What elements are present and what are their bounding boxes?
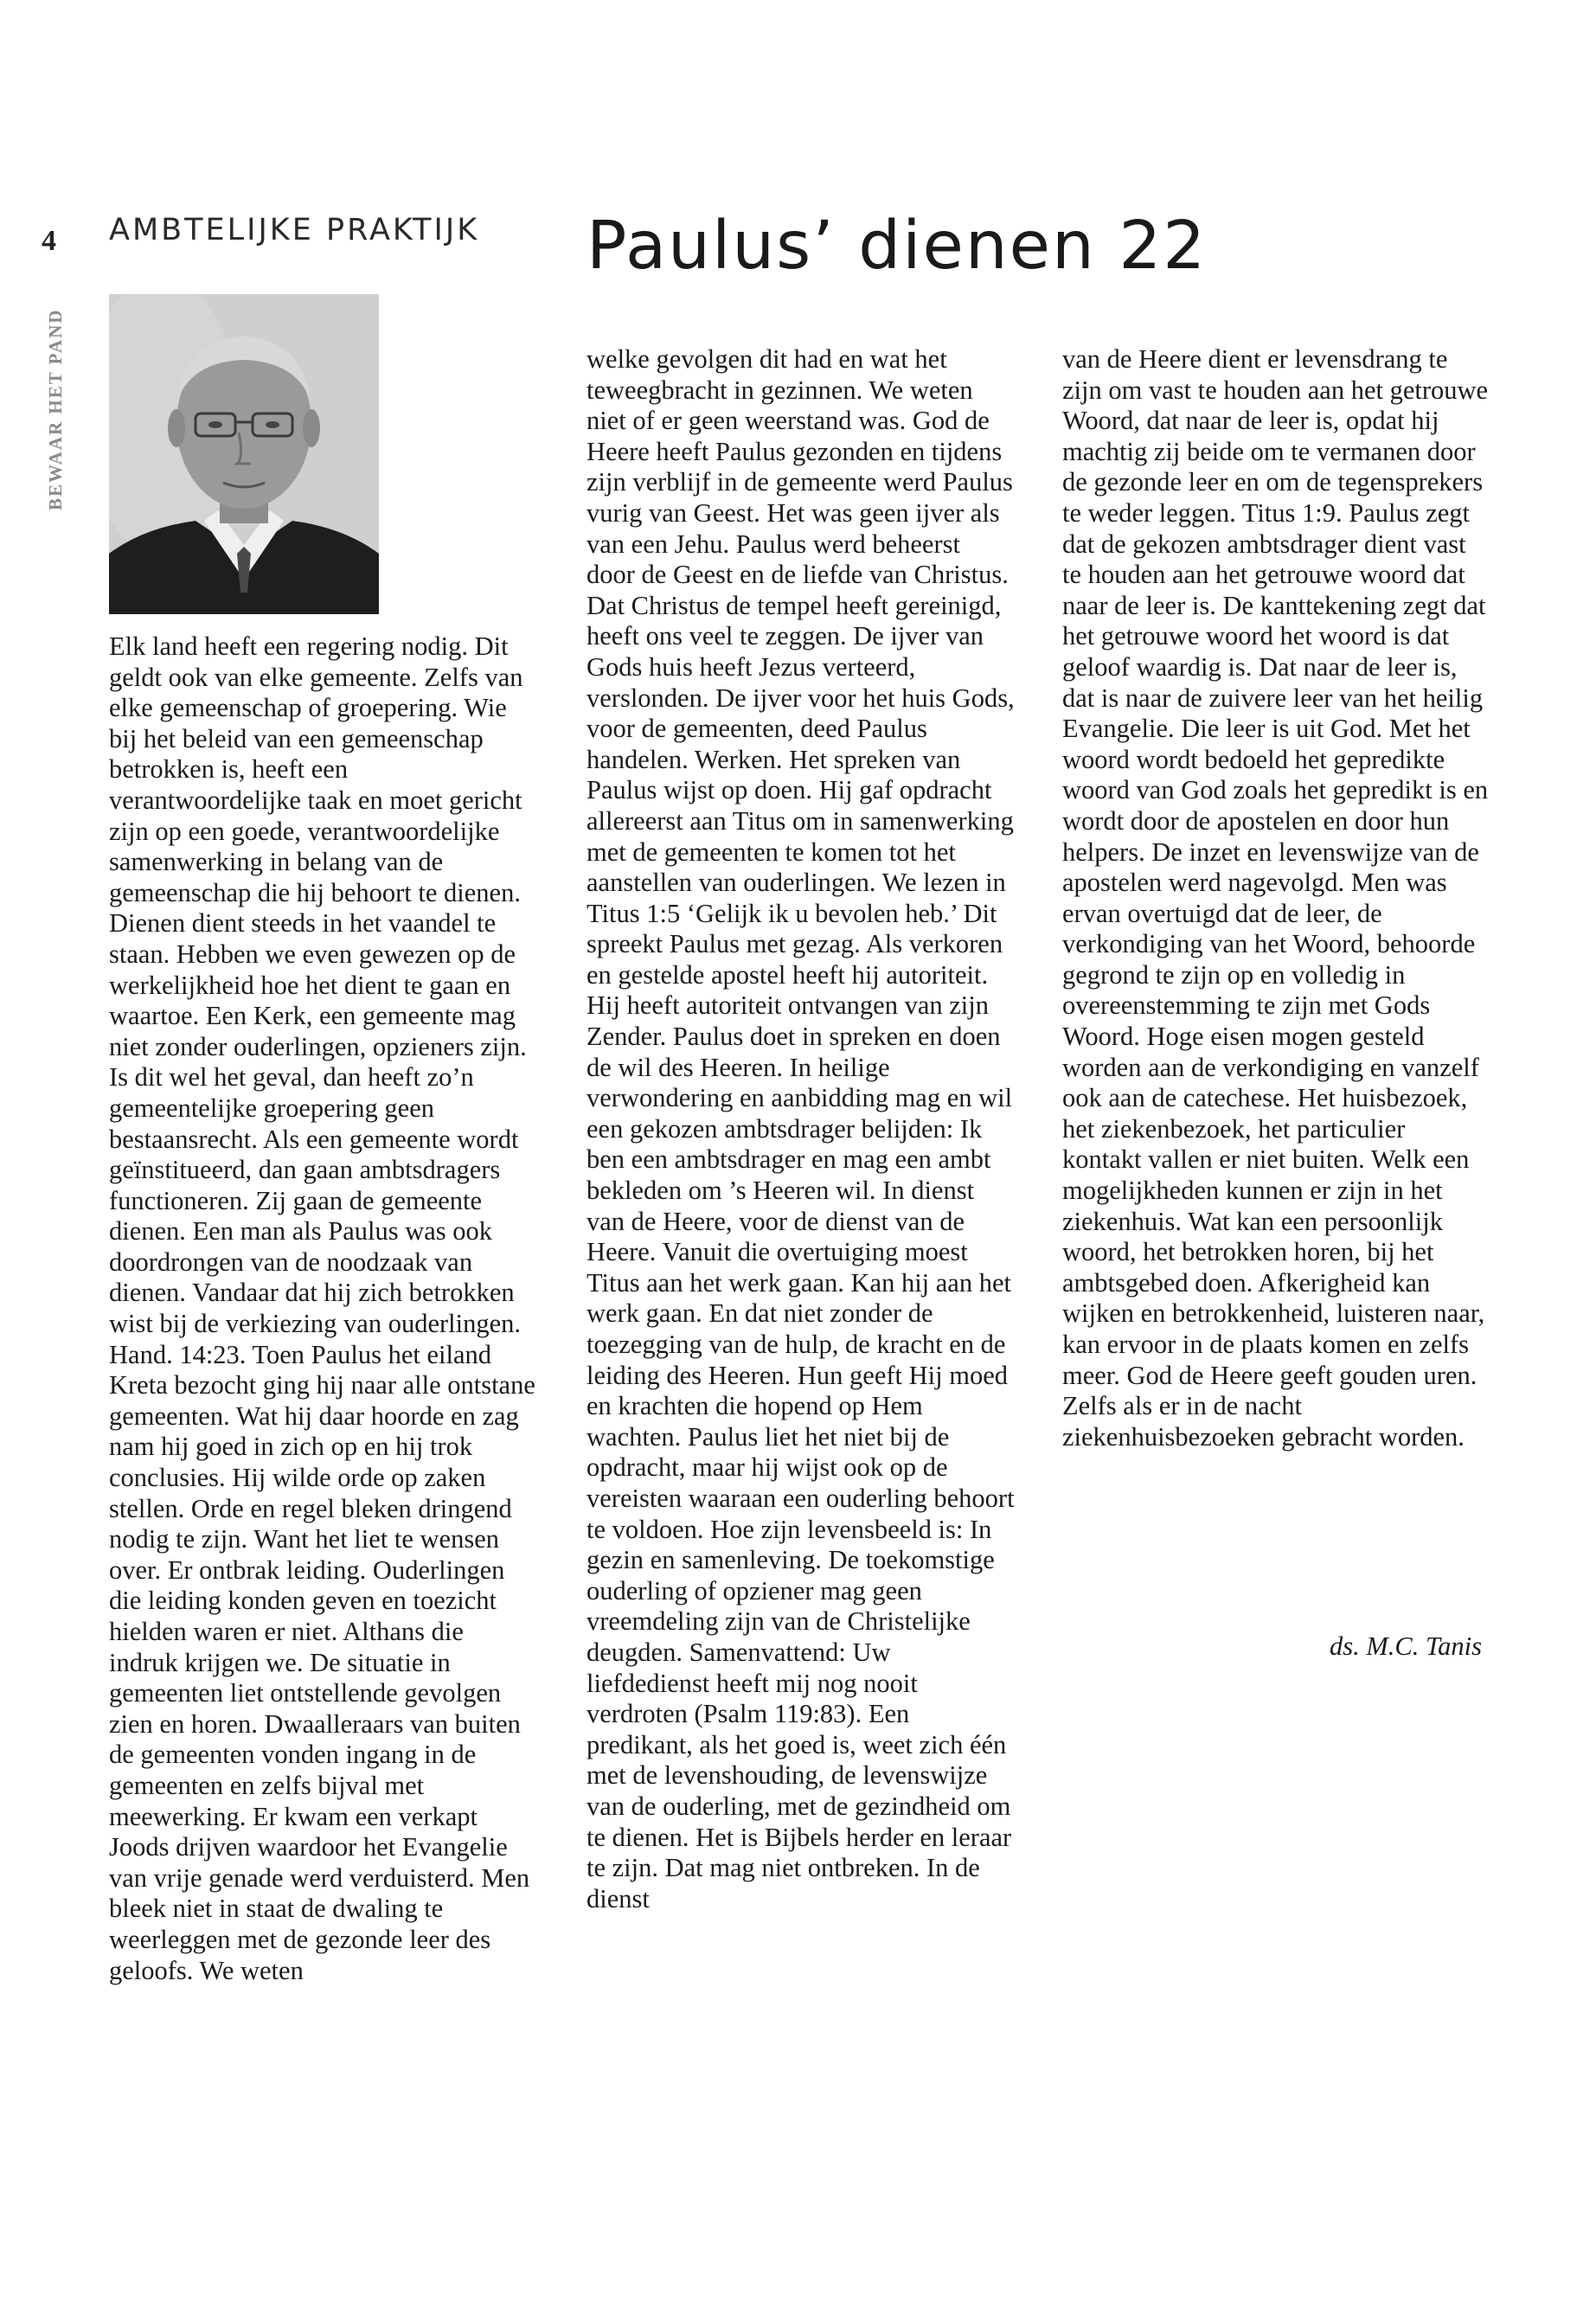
section-label: AMBTELIJKE PRAKTIJK	[109, 213, 480, 247]
article-column-3: van de Heere dient er levensdrang te zijn om vast te houden aan het getrouwe Woord, dat naar de leer is, opdat hij machtig zij beide om te vermanen door de gezonde leer en om de tegensprekers te weder leggen. Titus 1:9. Paulus zegt dat de gekozen ambtsdrager dient vast te houden aan het getrouwe woord dat naar de leer is. De kanttekening zegt dat het getrouwe woord het woord is dat geloof waardig is. Dat naar de leer is, dat is naar de zuivere leer van het heilig Evangelie. Die leer is uit God. Met het woord wordt bedoeld het gepredikte woord van God zoals het gepredikt is en wordt door de apostelen en door hun helpers. De inzet en levenswijze van de apostelen werd nagevolgd. Men was ervan overtuigd dat de leer, de verkondiging van het Woord, behoorde gegrond te zijn op en volledig in overeenstemming te zijn met Gods Woord. Hoge eisen mogen gesteld worden aan de verkondiging en vanzelf ook aan de catechese. Het huisbezoek, het ziekenbezoek, het particulier kontakt vallen er niet buiten. Welk een mogelijkheden kunnen er zijn in het ziekenhuis. Wat kan een persoonlijk woord, het betrokken horen, bij het ambtsgebed doen. Afkerigheid kan wijken en betrokkenheid, luisteren naar, kan ervoor in de plaats komen en zelfs meer. God de Heere geeft gouden uren. Zelfs als er in de nacht ziekenhuisbezoeken gebracht worden.	[1062, 344, 1489, 1452]
article-title: Paulus’ dienen 22	[586, 208, 1208, 285]
article-column-1: Elk land heeft een regering nodig. Dit geldt ook van elke gemeente. Zelfs van elke gemeenschap of groepering. Wie bij het beleid van een gemeenschap betrokken is, heeft een verantwoordelijke taak en moet gericht zijn op een goede, verantwoordelijke samenwerking in belang van de gemeenschap die hij behoort te dienen. Dienen dient steeds in het vaandel te staan. Hebben we even gewezen op de werkelijkheid hoe het dient te gaan en waartoe. Een Kerk, een gemeente mag niet zonder ouderlingen, opzieners zijn. Is dit wel het geval, dan heeft zo’n gemeentelijke groepering geen bestaansrecht. Als een gemeente wordt geïnstitueerd, dan gaan ambtsdragers functioneren. Zij gaan de gemeente dienen. Een man als Paulus was ook doordrongen van de noodzaak van dienen. Vandaar dat hij zich betrokken wist bij de verkiezing van ouderlingen. Hand. 14:23. Toen Paulus het eiland Kreta bezocht ging hij naar alle ontstane gemeenten. Wat hij daar hoorde en zag nam hij goed in zich op en hij trok conclusies. Hij wilde orde op zaken stellen. Orde en regel bleken dringend nodig te zijn. Want het liet te wensen over. Er ontbrak leiding. Ouderlingen die leiding konden geven en toezicht hielden waren er niet. Althans die indruk krijgen we. De situatie in gemeenten liet ontstellende gevolgen zien en horen. Dwaalleraars van buiten de gemeenten vonden ingang in de gemeenten en zelfs bijval met meewerking. Er kwam een verkapt Joods drijven waardoor het Evangelie van vrije genade werd verduisterd. Men bleek niet in staat de dwaling te weerleggen met de gezonde leer des geloofs. We weten	[109, 631, 535, 1985]
portrait-illustration	[109, 294, 379, 614]
side-label: BEWAAR HET PAND	[45, 308, 66, 510]
article-column-2: welke gevolgen dit had en wat het teweegbracht in gezinnen. We weten niet of er geen weerstand was. God de Heere heeft Paulus gezonden en tijdens zijn verblijf in de gemeente werd Paulus vurig van Geest. Het was geen ijver als van een Jehu. Paulus werd beheerst door de Geest en de liefde van Christus. Dat Christus de tempel heeft gereinigd, heeft ons veel te zeggen. De ijver van Gods huis heeft Jezus verteerd, verslonden. De ijver voor het huis Gods, voor de gemeenten, deed Paulus handelen. Werken. Het spreken van Paulus wijst op doen. Hij gaf opdracht allereerst aan Titus om in samenwerking met de gemeenten te komen tot het aanstellen van ouderlingen. We lezen in Titus 1:5 ‘Gelijk ik u bevolen heb.’ Dit spreekt Paulus met gezag. Als verkoren en gestelde apostel heeft hij autoriteit. Hij heeft autoriteit ontvangen van zijn Zender. Paulus doet in spreken en doen de wil des Heeren. In heilige verwondering en aanbidding mag en wil een gekozen ambtsdrager belijden: Ik ben een ambtsdrager en mag een ambt bekleden om ’s Heeren wil. In dienst van de Heere, voor de dienst van de Heere. Vanuit die overtuiging moest Titus aan het werk gaan. Kan hij aan het werk gaan. En dat niet zonder de toezegging van de hulp, de kracht en de leiding des Heeren. Hun geeft Hij moed en krachten die hopend op Hem wachten. Paulus liet het niet bij de opdracht, maar hij wijst ook op de vereisten waaraan een ouderling behoort te voldoen. Hoe zijn levensbeeld is: In gezin en samenleving. De toekomstige ouderling of opziener mag geen vreemdeling zijn van de Christelijke deugden. Samenvattend: Uw liefdedienst heeft mij nog nooit verdroten (Psalm 119:83). Een predikant, als het goed is, weet zich één met de levenshouding, de levenswijze van de ouderling, met de gezindheid om te dienen. Het is Bijbels herder en leraar te zijn. Dat mag niet ontbreken. In de dienst	[586, 344, 1015, 1913]
author-photo	[109, 294, 379, 614]
author-signature: ds. M.C. Tanis	[1329, 1631, 1482, 1661]
page-number: 4	[42, 225, 56, 257]
